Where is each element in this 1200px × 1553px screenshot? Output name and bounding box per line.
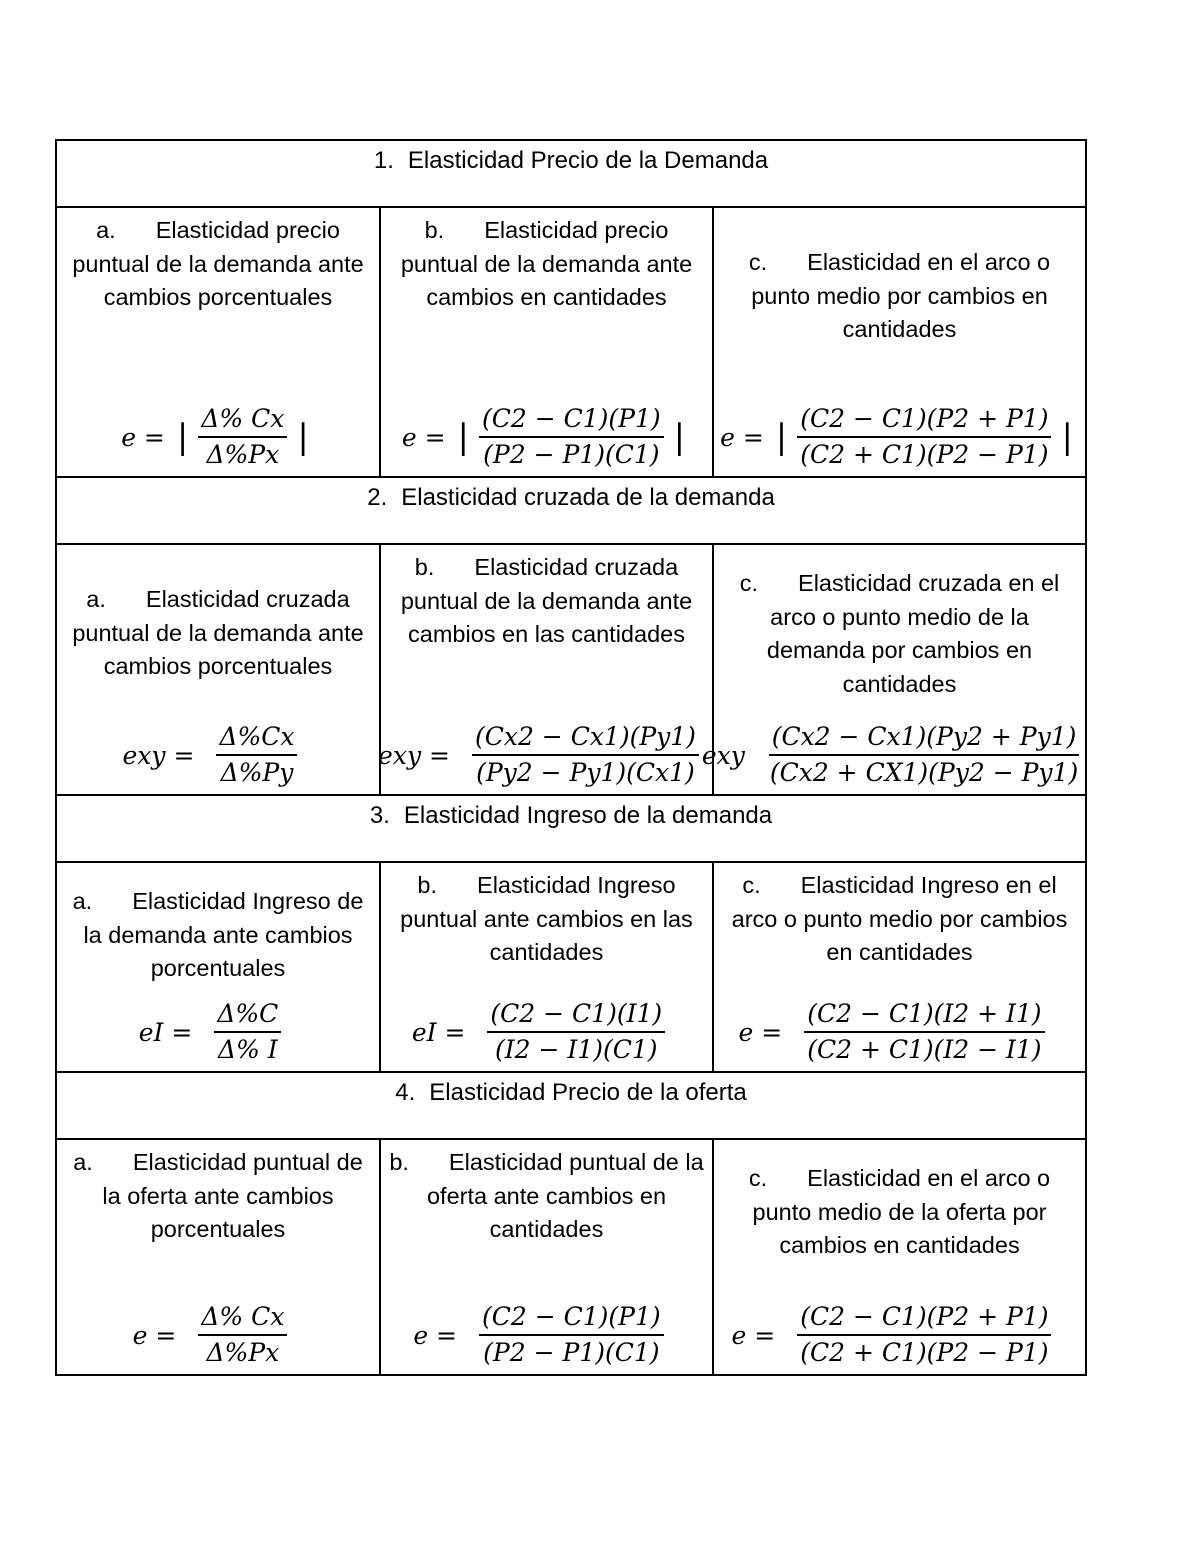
- fraction: [797, 1300, 1051, 1370]
- section-content-row: [56, 544, 1086, 795]
- formula-lhs: e =: [720, 422, 764, 452]
- fraction: [198, 402, 287, 472]
- section-header-row: [56, 795, 1086, 862]
- fraction-numerator: Δ% Cx: [198, 1300, 287, 1336]
- fraction: [767, 720, 1081, 790]
- fraction-numerator: Δ%C: [214, 997, 281, 1033]
- section-title-cell: [56, 140, 1086, 207]
- formula-lhs: exy =: [378, 740, 450, 770]
- formula: [714, 402, 1085, 472]
- elasticity-table: [55, 139, 1087, 1376]
- item-text: Elasticidad Ingreso puntual ante cambios en las cantidades: [400, 872, 693, 965]
- fraction: [487, 997, 665, 1067]
- formula: [381, 997, 712, 1067]
- formula-cell: [380, 1139, 713, 1375]
- fraction: [214, 997, 281, 1067]
- item-text: Elasticidad puntual de la oferta ante cambios porcentuales: [102, 1149, 363, 1242]
- section-number: 3.: [369, 802, 390, 829]
- item-letter: b.: [414, 554, 435, 580]
- item-text: Elasticidad Ingreso en el arco o punto medio por cambios en cantidades: [731, 872, 1068, 965]
- cell-description: [57, 1140, 379, 1247]
- section-number: 1.: [373, 147, 394, 174]
- fraction-denominator: (C2 + C1)(I2 − I1): [807, 1035, 1042, 1064]
- fraction-denominator: Δ%Px: [206, 440, 280, 469]
- formula-cell: [713, 862, 1086, 1072]
- formula: [701, 720, 1085, 790]
- item-text: Elasticidad en el arco o punto medio por cambios en cantidades: [751, 249, 1051, 342]
- formula-lhs: e =: [121, 422, 165, 452]
- fraction-numerator: (C2 − C1)(P1): [479, 1300, 664, 1336]
- formula-cell: [701, 544, 1086, 795]
- fraction-numerator: Δ% Cx: [198, 402, 287, 438]
- cell-description: [714, 208, 1085, 347]
- formula-lhs: exy =: [122, 740, 195, 770]
- fraction: [198, 1300, 287, 1370]
- section-content-row: [56, 207, 1086, 477]
- abs-bar-right: |: [673, 417, 686, 457]
- cell-description: [381, 545, 712, 652]
- fraction: [479, 402, 664, 472]
- formula-cell: [56, 544, 380, 795]
- cell-description: [57, 863, 379, 986]
- fraction-numerator: (C2 − C1)(P2 + P1): [797, 1300, 1051, 1336]
- fraction-numerator: (C2 − C1)(I2 + I1): [804, 997, 1044, 1033]
- item-text: Elasticidad cruzada en el arco o punto medio de la demanda por cambios en cantidades: [766, 570, 1060, 697]
- formula-cell: [380, 207, 713, 477]
- fraction-numerator: (C2 − C1)(P2 + P1): [797, 402, 1051, 438]
- formula-cell: [56, 862, 380, 1072]
- section-content-row: [56, 1139, 1086, 1375]
- formula-cell: [713, 1139, 1086, 1375]
- section-title: Elasticidad Precio de la oferta: [429, 1079, 747, 1106]
- section-title: Elasticidad Precio de la Demanda: [407, 147, 769, 174]
- item-letter: b.: [417, 872, 438, 898]
- abs-bar-right: |: [297, 417, 309, 457]
- section-header-row: [56, 140, 1086, 207]
- fraction-denominator: (C2 + C1)(P2 − P1): [800, 440, 1049, 469]
- section-header-row: [56, 1072, 1086, 1139]
- fraction: [216, 720, 297, 790]
- fraction-denominator: Δ%Py: [220, 758, 294, 787]
- abs-bar-right: |: [1061, 417, 1073, 457]
- cell-description: [57, 208, 379, 315]
- fraction-numerator: (Cx2 − Cx1)(Py2 + Py1): [769, 720, 1080, 756]
- abs-bar-left: |: [457, 417, 470, 457]
- abs-bar-left: |: [176, 417, 189, 457]
- item-letter: c.: [739, 570, 759, 596]
- fraction: [804, 997, 1044, 1067]
- formula-lhs: e =: [413, 1320, 458, 1350]
- cell-description: [57, 545, 379, 684]
- item-text: Elasticidad cruzada puntual de la demanda ante cambios en las cantidades: [400, 554, 693, 647]
- formula-cell: [380, 862, 713, 1072]
- cell-description: [381, 863, 712, 970]
- formula-lhs: eI =: [138, 1017, 193, 1047]
- item-letter: a.: [73, 1149, 93, 1175]
- fraction-numerator: (C2 − C1)(I1): [487, 997, 665, 1033]
- fraction-numerator: (Cx2 − Cx1)(Py1): [472, 720, 699, 756]
- fraction-denominator: (P2 − P1)(C1): [483, 1338, 660, 1367]
- fraction-denominator: (Py2 − Py1)(Cx1): [476, 758, 695, 787]
- cell-description: [381, 1140, 712, 1247]
- formula-lhs: e =: [132, 1320, 177, 1350]
- section-title-cell: [56, 477, 1086, 544]
- fraction-denominator: (Cx2 + CX1)(Py2 − Py1): [769, 758, 1079, 787]
- section-content-row: [56, 862, 1086, 1072]
- item-text: Elasticidad Ingreso de la demanda ante cambios porcentuales: [83, 888, 364, 981]
- item-letter: c.: [748, 249, 768, 275]
- item-text: Elasticidad puntual de la oferta ante cambios en cantidades: [426, 1149, 704, 1242]
- cell-description: [381, 208, 712, 315]
- item-text: Elasticidad precio puntual de la demanda ante cambios porcentuales: [72, 217, 364, 310]
- fraction: [472, 720, 699, 790]
- abs-bar-left: |: [775, 417, 788, 457]
- section-number: 2.: [367, 484, 388, 511]
- formula-cell: [56, 1139, 380, 1375]
- formula-cell: [56, 207, 380, 477]
- formula-lhs: e =: [738, 1017, 783, 1047]
- cell-description: [714, 545, 1085, 701]
- formula: [57, 1300, 379, 1370]
- formula: [714, 997, 1085, 1067]
- elasticity-table-body: [56, 140, 1086, 1375]
- formula: [381, 402, 712, 472]
- formula: [57, 720, 379, 790]
- formula-lhs: exy: [701, 740, 745, 770]
- fraction-denominator: Δ% I: [217, 1035, 278, 1064]
- fraction-denominator: Δ%Px: [206, 1338, 280, 1367]
- formula: [714, 1300, 1085, 1370]
- section-title: Elasticidad Ingreso de la demanda: [403, 802, 773, 829]
- cell-description: [714, 1140, 1085, 1263]
- item-letter: b.: [389, 1149, 409, 1175]
- formula: [378, 720, 712, 790]
- section-header-row: [56, 477, 1086, 544]
- item-letter: c.: [742, 872, 761, 898]
- item-text: Elasticidad precio puntual de la demanda ante cambios en cantidades: [400, 217, 693, 310]
- item-text: Elasticidad en el arco o punto medio de la oferta por cambios en cantidades: [752, 1165, 1051, 1258]
- section-title-cell: [56, 1072, 1086, 1139]
- formula-cell: [380, 544, 713, 795]
- fraction-denominator: (P2 − P1)(C1): [483, 440, 660, 469]
- formula-cell: [713, 207, 1086, 477]
- formula: [57, 997, 379, 1067]
- item-letter: a.: [96, 217, 116, 243]
- formula-lhs: eI =: [411, 1017, 466, 1047]
- section-number: 4.: [395, 1079, 416, 1106]
- cell-description: [714, 863, 1085, 970]
- fraction: [479, 1300, 664, 1370]
- formula: [381, 1300, 712, 1370]
- formula: [57, 402, 379, 472]
- fraction-denominator: (C2 + C1)(P2 − P1): [800, 1338, 1049, 1367]
- item-letter: a.: [86, 586, 106, 612]
- section-title-cell: [56, 795, 1086, 862]
- formula-lhs: e =: [731, 1320, 776, 1350]
- item-text: Elasticidad cruzada puntual de la demanda ante cambios porcentuales: [72, 586, 364, 679]
- item-letter: b.: [424, 217, 445, 243]
- fraction: [797, 402, 1051, 472]
- formula-lhs: e =: [401, 422, 446, 452]
- fraction-numerator: (C2 − C1)(P1): [479, 402, 664, 438]
- item-letter: c.: [748, 1165, 768, 1191]
- fraction-numerator: Δ%Cx: [216, 720, 297, 756]
- fraction-denominator: (I2 − I1)(C1): [495, 1035, 658, 1064]
- item-letter: a.: [72, 888, 93, 914]
- section-title: Elasticidad cruzada de la demanda: [401, 484, 775, 511]
